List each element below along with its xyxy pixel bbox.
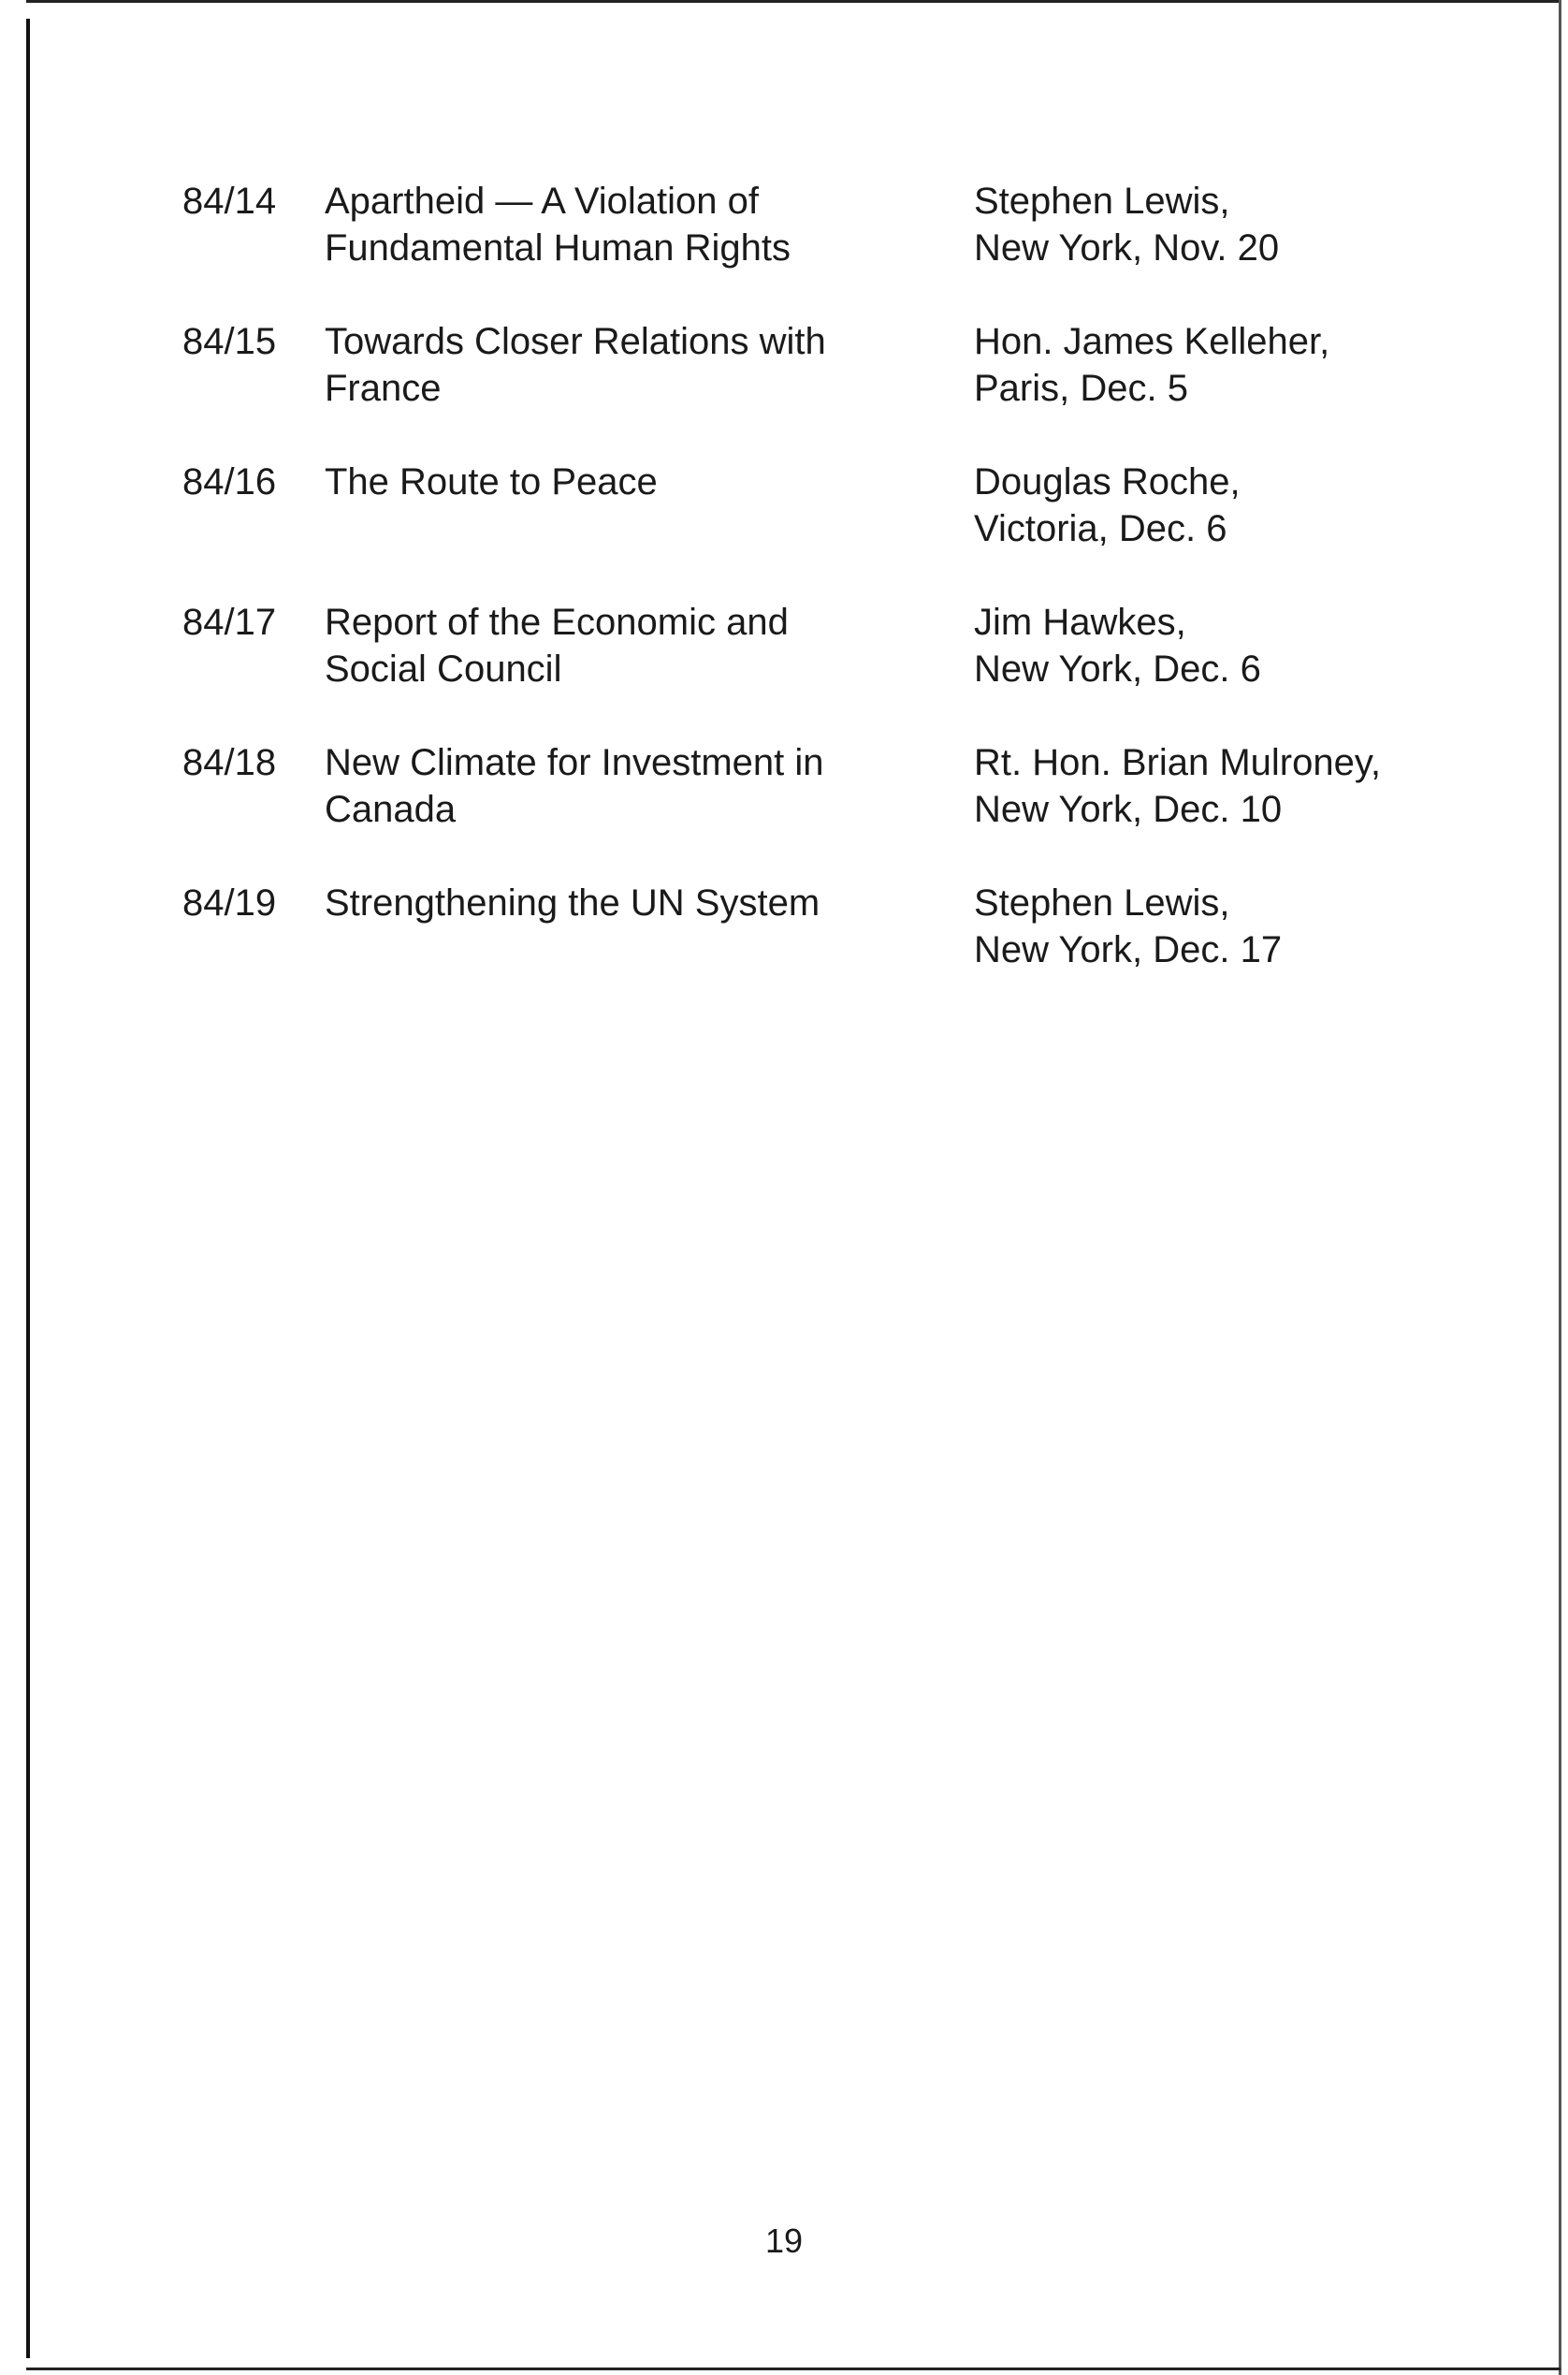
speaker-name: Hon. James Kelleher, bbox=[974, 321, 1330, 362]
statement-title-line: Strengthening the UN System bbox=[325, 882, 820, 924]
statement-number: 84/15 bbox=[182, 321, 277, 362]
page-border-right bbox=[1559, 0, 1561, 2375]
statement-speaker bbox=[974, 880, 1479, 973]
statement-speaker bbox=[974, 459, 1479, 552]
speaker-place-date: New York, Dec. 6 bbox=[974, 648, 1261, 690]
page-border-top bbox=[26, 0, 1561, 3]
statement-title-line: France bbox=[325, 368, 442, 409]
statement-title-line: Canada bbox=[325, 789, 457, 830]
speaker-place-date: Paris, Dec. 5 bbox=[974, 368, 1188, 409]
statement-speaker bbox=[974, 599, 1479, 692]
statement-title-line: Towards Closer Relations with bbox=[325, 321, 826, 362]
statement-list bbox=[182, 178, 1483, 1020]
speaker-place-date: Victoria, Dec. 6 bbox=[974, 508, 1227, 549]
statement-speaker bbox=[974, 739, 1479, 833]
statement-title-line: Apartheid — A Violation of bbox=[325, 181, 760, 222]
statement-title-line: New Climate for Investment in bbox=[325, 742, 824, 783]
statement-title bbox=[325, 599, 905, 692]
statement-speaker bbox=[974, 318, 1479, 412]
speaker-name: Jim Hawkes, bbox=[974, 602, 1186, 643]
statement-number: 84/19 bbox=[182, 882, 277, 924]
speaker-name: Stephen Lewis, bbox=[974, 882, 1230, 924]
statement-title-line: The Route to Peace bbox=[325, 461, 658, 503]
statement-title bbox=[325, 739, 905, 833]
statement-entry bbox=[182, 459, 1483, 599]
statement-entry bbox=[182, 178, 1483, 318]
statement-title-line: Report of the Economic and bbox=[325, 602, 789, 643]
statement-number: 84/17 bbox=[182, 602, 277, 643]
page-border-bottom bbox=[26, 2368, 1561, 2370]
statement-title bbox=[325, 178, 905, 271]
statement-title bbox=[325, 880, 905, 926]
speaker-name: Rt. Hon. Brian Mulroney, bbox=[974, 742, 1381, 783]
speaker-name: Douglas Roche, bbox=[974, 461, 1241, 503]
statement-entry bbox=[182, 739, 1483, 880]
statement-speaker bbox=[974, 178, 1479, 271]
speaker-name: Stephen Lewis, bbox=[974, 181, 1230, 222]
page-number: 19 bbox=[764, 2222, 804, 2260]
statement-title-line: Social Council bbox=[325, 648, 562, 690]
speaker-place-date: New York, Dec. 10 bbox=[974, 789, 1283, 830]
statement-title bbox=[325, 459, 905, 505]
statement-entry bbox=[182, 318, 1483, 459]
statement-title-line: Fundamental Human Rights bbox=[325, 227, 791, 269]
statement-entry bbox=[182, 599, 1483, 739]
statement-number: 84/18 bbox=[182, 742, 277, 783]
statement-number: 84/16 bbox=[182, 461, 277, 503]
speaker-place-date: New York, Nov. 20 bbox=[974, 227, 1280, 269]
page-border-left bbox=[26, 19, 30, 2358]
statement-entry bbox=[182, 880, 1483, 1020]
statement-title bbox=[325, 318, 905, 412]
statement-number: 84/14 bbox=[182, 181, 277, 222]
speaker-place-date: New York, Dec. 17 bbox=[974, 929, 1283, 970]
